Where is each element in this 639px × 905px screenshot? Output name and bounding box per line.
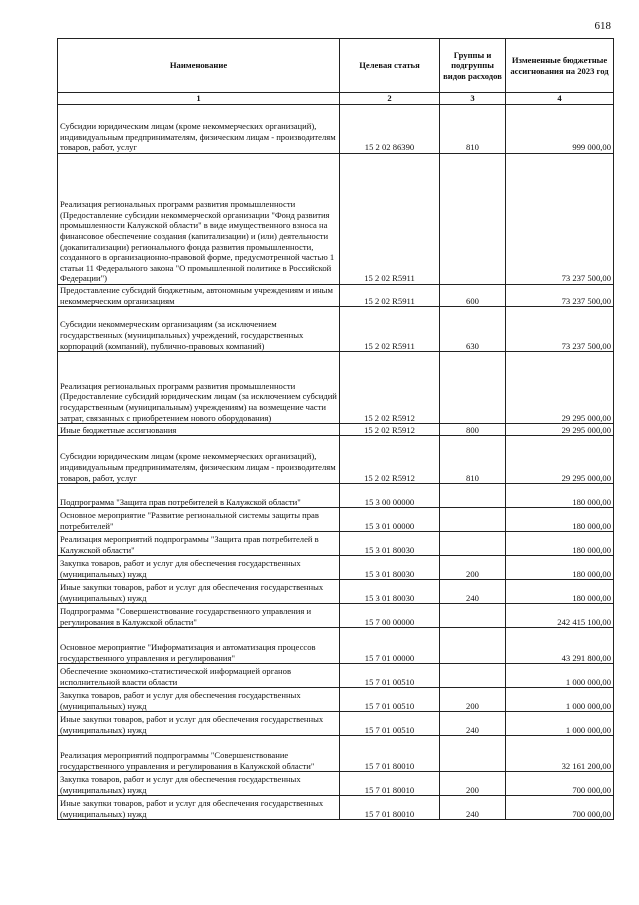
header-code: Целевая статья bbox=[340, 39, 440, 93]
column-number: 1 bbox=[58, 93, 340, 105]
row-code: 15 3 01 80030 bbox=[340, 556, 440, 580]
row-amount: 29 295 000,00 bbox=[506, 352, 614, 424]
row-code: 15 7 01 80010 bbox=[340, 796, 440, 820]
row-group bbox=[440, 664, 506, 688]
row-code: 15 2 02 86390 bbox=[340, 105, 440, 154]
row-name: Субсидии юридическим лицам (кроме некоммерческих организаций), индивидуальным предпринимателям, физическим лицам - производителям товаров, работ, услуг bbox=[58, 105, 340, 154]
row-name: Реализация мероприятий подпрограммы "Защита прав потребителей в Калужской области" bbox=[58, 532, 340, 556]
row-name: Реализация региональных программ развития промышленности (Предоставление субсидий юридическим лицам (за исключением субсидий государственным (муниципальным) учреждениям) на возмещение части затрат, связанных с приобретением нового оборудования) bbox=[58, 352, 340, 424]
row-name: Основное мероприятие "Развитие региональной системы защиты прав потребителей" bbox=[58, 508, 340, 532]
row-name: Иные бюджетные ассигнования bbox=[58, 424, 340, 436]
column-number: 4 bbox=[506, 93, 614, 105]
header-amount: Измененные бюджетные ассигнования на 2023 год bbox=[506, 39, 614, 93]
header-row bbox=[58, 39, 614, 93]
table-row bbox=[58, 484, 614, 508]
row-name: Подпрограмма "Совершенствование государственного управления и регулирования в Калужской области" bbox=[58, 604, 340, 628]
row-code: 15 7 01 00510 bbox=[340, 664, 440, 688]
row-group: 200 bbox=[440, 772, 506, 796]
row-amount: 29 295 000,00 bbox=[506, 436, 614, 484]
table-row bbox=[58, 556, 614, 580]
row-code: 15 7 01 80010 bbox=[340, 736, 440, 772]
header-group: Группы и подгруппы видов расходов bbox=[440, 39, 506, 93]
table-row bbox=[58, 105, 614, 154]
row-group: 810 bbox=[440, 105, 506, 154]
budget-table bbox=[57, 38, 614, 820]
row-amount: 180 000,00 bbox=[506, 508, 614, 532]
row-code: 15 3 01 80030 bbox=[340, 532, 440, 556]
column-number-row bbox=[58, 93, 614, 105]
row-code: 15 2 02 R5912 bbox=[340, 424, 440, 436]
row-name: Обеспечение экономико-статистической информацией органов исполнительной власти области bbox=[58, 664, 340, 688]
row-amount: 180 000,00 bbox=[506, 556, 614, 580]
row-amount: 999 000,00 bbox=[506, 105, 614, 154]
row-code: 15 3 01 00000 bbox=[340, 508, 440, 532]
row-code: 15 2 02 R5911 bbox=[340, 154, 440, 285]
row-code: 15 2 02 R5912 bbox=[340, 436, 440, 484]
row-amount: 73 237 500,00 bbox=[506, 154, 614, 285]
row-group bbox=[440, 604, 506, 628]
table-row bbox=[58, 796, 614, 820]
row-name: Иные закупки товаров, работ и услуг для обеспечения государственных (муниципальных) нужд bbox=[58, 796, 340, 820]
row-code: 15 3 00 00000 bbox=[340, 484, 440, 508]
table-row bbox=[58, 772, 614, 796]
row-group: 240 bbox=[440, 712, 506, 736]
row-code: 15 2 02 R5911 bbox=[340, 307, 440, 352]
table-row bbox=[58, 285, 614, 307]
table-row bbox=[58, 508, 614, 532]
row-amount: 180 000,00 bbox=[506, 580, 614, 604]
table-row bbox=[58, 424, 614, 436]
row-name: Закупка товаров, работ и услуг для обеспечения государственных (муниципальных) нужд bbox=[58, 556, 340, 580]
row-group: 240 bbox=[440, 796, 506, 820]
row-amount: 43 291 800,00 bbox=[506, 628, 614, 664]
row-name: Субсидии некоммерческим организациям (за исключением государственных (муниципальных) учреждений, государственных корпораций (компаний), публично-правовых компаний) bbox=[58, 307, 340, 352]
row-group: 600 bbox=[440, 285, 506, 307]
row-name: Подпрограмма "Защита прав потребителей в Калужской области" bbox=[58, 484, 340, 508]
table-row bbox=[58, 604, 614, 628]
row-group bbox=[440, 628, 506, 664]
row-name: Иные закупки товаров, работ и услуг для обеспечения государственных (муниципальных) нужд bbox=[58, 712, 340, 736]
row-code: 15 3 01 80030 bbox=[340, 580, 440, 604]
row-code: 15 7 00 00000 bbox=[340, 604, 440, 628]
row-code: 15 2 02 R5911 bbox=[340, 285, 440, 307]
row-group: 200 bbox=[440, 688, 506, 712]
row-group bbox=[440, 154, 506, 285]
row-amount: 1 000 000,00 bbox=[506, 712, 614, 736]
table-row bbox=[58, 580, 614, 604]
table-row bbox=[58, 154, 614, 285]
row-name: Реализация региональных программ развития промышленности (Предоставление субсидии некоммерческой организации "Фонд развития промышленности Калужской области" в виде имущественного взноса на финансовое обеспечение создания (капитализации) и (или) деятельности (докапитализации) регионального фонда развития промышленности, созданного в организационно-правовой форме, предусмотренной частью 1 статьи 11 Федерального закона "О промышленной политике в Российской Федерации") bbox=[58, 154, 340, 285]
row-amount: 180 000,00 bbox=[506, 532, 614, 556]
column-number: 3 bbox=[440, 93, 506, 105]
row-amount: 73 237 500,00 bbox=[506, 285, 614, 307]
row-amount: 32 161 200,00 bbox=[506, 736, 614, 772]
row-code: 15 7 01 00510 bbox=[340, 712, 440, 736]
table-row bbox=[58, 712, 614, 736]
row-amount: 180 000,00 bbox=[506, 484, 614, 508]
table-row bbox=[58, 307, 614, 352]
row-group bbox=[440, 352, 506, 424]
row-group: 630 bbox=[440, 307, 506, 352]
row-amount: 29 295 000,00 bbox=[506, 424, 614, 436]
row-code: 15 7 01 00510 bbox=[340, 688, 440, 712]
row-amount: 1 000 000,00 bbox=[506, 688, 614, 712]
row-name: Закупка товаров, работ и услуг для обеспечения государственных (муниципальных) нужд bbox=[58, 772, 340, 796]
row-name: Закупка товаров, работ и услуг для обеспечения государственных (муниципальных) нужд bbox=[58, 688, 340, 712]
header-name: Наименование bbox=[58, 39, 340, 93]
row-code: 15 7 01 00000 bbox=[340, 628, 440, 664]
table-row bbox=[58, 532, 614, 556]
row-group: 800 bbox=[440, 424, 506, 436]
column-number: 2 bbox=[340, 93, 440, 105]
table-row bbox=[58, 688, 614, 712]
row-amount: 700 000,00 bbox=[506, 772, 614, 796]
row-amount: 73 237 500,00 bbox=[506, 307, 614, 352]
row-code: 15 7 01 80010 bbox=[340, 772, 440, 796]
table-row bbox=[58, 664, 614, 688]
page-number: 618 bbox=[594, 20, 611, 32]
row-group bbox=[440, 736, 506, 772]
row-group: 810 bbox=[440, 436, 506, 484]
row-amount: 700 000,00 bbox=[506, 796, 614, 820]
row-name: Реализация мероприятий подпрограммы "Совершенствование государственного управления и регулирования в Калужской области" bbox=[58, 736, 340, 772]
row-name: Предоставление субсидий бюджетным, автономным учреждениям и иным некоммерческим организациям bbox=[58, 285, 340, 307]
row-group: 240 bbox=[440, 580, 506, 604]
row-code: 15 2 02 R5912 bbox=[340, 352, 440, 424]
row-name: Субсидии юридическим лицам (кроме некоммерческих организаций), индивидуальным предпринимателям, физическим лицам - производителям товаров, работ, услуг bbox=[58, 436, 340, 484]
row-group: 200 bbox=[440, 556, 506, 580]
row-group bbox=[440, 532, 506, 556]
table-body bbox=[58, 105, 614, 820]
row-name: Основное мероприятие "Информатизация и автоматизация процессов государственного управления и регулирования" bbox=[58, 628, 340, 664]
row-group bbox=[440, 508, 506, 532]
row-amount: 1 000 000,00 bbox=[506, 664, 614, 688]
table-row bbox=[58, 436, 614, 484]
row-amount: 242 415 100,00 bbox=[506, 604, 614, 628]
table-row bbox=[58, 736, 614, 772]
table-row bbox=[58, 628, 614, 664]
table-row bbox=[58, 352, 614, 424]
row-group bbox=[440, 484, 506, 508]
row-name: Иные закупки товаров, работ и услуг для обеспечения государственных (муниципальных) нужд bbox=[58, 580, 340, 604]
